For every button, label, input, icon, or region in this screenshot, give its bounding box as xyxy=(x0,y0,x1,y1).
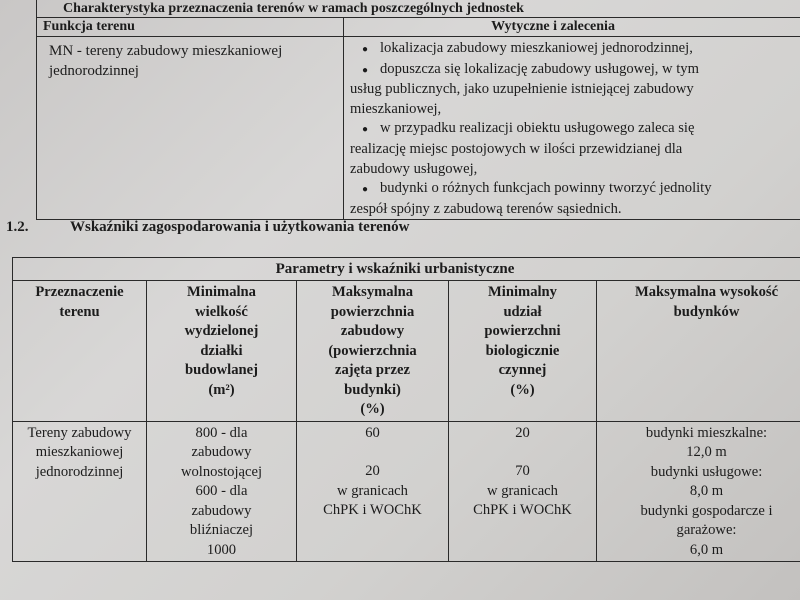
cell-min-plot: 800 - dla zabudowy wolnostojącej 600 - dla zabudowy bliźniaczej 1000 xyxy=(147,421,297,562)
guideline-item: ● w przypadku realizacji obiektu usługowego zaleca się realizację miejsc postojowych w ilości przewidzianej dla zabudowy usługowej, xyxy=(350,120,695,177)
table1-caption: Charakterystyka przeznaczenia terenów w ramach poszczególnych jednostek xyxy=(37,0,800,18)
bullet-icon: ● xyxy=(361,184,369,196)
section-number: 1.2. xyxy=(6,219,29,235)
header-guidelines: Wytyczne i zalecenia xyxy=(344,18,800,37)
header-max-coverage: Maksymalna powierzchnia zabudowy (powierzchnia zajęta przez budynki) (%) xyxy=(297,281,449,422)
guideline-item: ● budynki o różnych funkcjach powinny tworzyć jednolity zespół spójny z zabudową terenów sąsiednich. xyxy=(350,180,712,217)
guidelines-list xyxy=(350,37,800,219)
cell-max-height: budynki mieszkalne: 12,0 m budynki usługowe: 8,0 m budynki gospodarcze i garażowe: 6,0 m xyxy=(597,421,800,562)
function-cell xyxy=(37,37,344,220)
header-purpose: Przeznaczenie terenu xyxy=(13,281,147,422)
guidelines-cell xyxy=(344,37,800,220)
cell-min-bio: 20 70 w granicach ChPK i WOChK xyxy=(449,421,597,562)
header-max-height: Maksymalna wysokość budynków xyxy=(597,281,800,422)
cell-purpose: Tereny zabudowy mieszkaniowej jednorodzinnej xyxy=(13,421,147,562)
guideline-item: ● lokalizacja zabudowy mieszkaniowej jednorodzinnej, xyxy=(350,39,800,60)
function-line: MN - tereny zabudowy mieszkaniowej xyxy=(49,43,283,59)
header-function: Funkcja terenu xyxy=(37,18,344,37)
table2-caption: Parametry i wskaźniki urbanistyczne xyxy=(13,258,800,281)
function-line: jednorodzinnej xyxy=(49,63,139,79)
bullet-icon: ● xyxy=(361,124,369,136)
bullet-icon: ● xyxy=(361,64,369,76)
section-title: Wskaźniki zagospodarowania i użytkowania terenów xyxy=(70,219,410,235)
land-use-characteristics-table xyxy=(36,0,800,220)
section-heading xyxy=(6,219,410,236)
header-min-bio: Minimalny udział powierzchni biologicznie czynnej (%) xyxy=(449,281,597,422)
urban-parameters-table xyxy=(12,257,800,562)
header-min-plot: Minimalna wielkość wydzielonej działki budowlanej (m²) xyxy=(147,281,297,422)
guideline-item: ● dopuszcza się lokalizację zabudowy usługowej, w tym usług publicznych, jako uzupełnienie istniejącej zabudowy mieszkaniowej, xyxy=(350,60,699,117)
cell-max-coverage: 60 20 w granicach ChPK i WOChK xyxy=(297,421,449,562)
bullet-icon: ● xyxy=(361,44,369,55)
